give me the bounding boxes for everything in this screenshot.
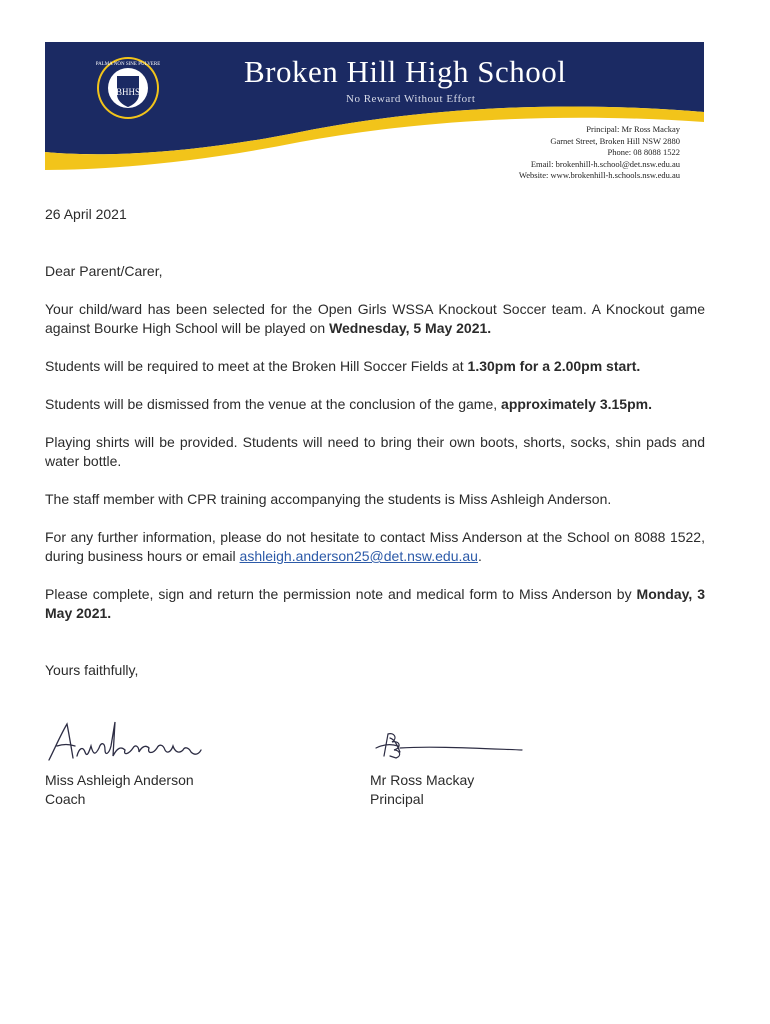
contact-block <box>519 124 680 182</box>
paragraph-contact <box>45 528 705 566</box>
signature-block-principal <box>370 726 530 809</box>
school-name: Broken Hill High School <box>244 54 567 89</box>
paragraph-return-text: Please complete, sign and return the permission note and medical form to Miss Anderson by <box>45 586 637 602</box>
paragraph-selection-text: Your child/ward has been selected for the Open Girls WSSA Knockout Soccer team. A Knockout game against Bourke High School will be played on <box>45 301 705 336</box>
salutation: Dear Parent/Carer, <box>45 263 163 279</box>
contact-website: Website: www.brokenhill-h.schools.nsw.edu.au <box>518 170 680 180</box>
paragraph-equipment: Playing shirts will be provided. Students will need to bring their own boots, shorts, socks, shin pads and water bottle. <box>45 434 705 469</box>
letter-date: 26 April 2021 <box>45 206 127 222</box>
letterhead <box>0 0 770 200</box>
match-date: Wednesday, 5 May 2021. <box>329 320 492 336</box>
paragraph-return <box>45 585 705 623</box>
paragraph-selection <box>45 300 705 338</box>
contact-address: Garnet Street, Broken Hill NSW 2880 <box>550 135 680 146</box>
return-date: Monday, 3 May 2021. <box>45 586 705 621</box>
paragraph-dismissal-text: Students will be dismissed from the venue at the conclusion of the game, <box>45 396 502 412</box>
paragraph-contact-text: For any further information, please do not hesitate to contact Miss Anderson at the School on 8088 1522, during business hours or email <box>45 529 705 564</box>
letter-body <box>45 205 705 680</box>
dismissal-time: approximately 3.15pm. <box>501 396 652 412</box>
paragraph-staff: The staff member with CPR training accompanying the students is Miss Ashleigh Anderson. <box>45 491 612 507</box>
contact-email: Email: brokenhill-h.school@det.nsw.edu.au <box>530 158 680 169</box>
closing: Yours faithfully, <box>45 662 139 678</box>
paragraph-meeting-text: Students will be required to meet at the Broken Hill Soccer Fields at <box>45 358 468 374</box>
svg-text:BHHS: BHHS <box>115 87 141 97</box>
email-link[interactable]: ashleigh.anderson25@det.nsw.edu.au <box>239 548 478 564</box>
coach-name: Miss Ashleigh Anderson <box>45 772 194 788</box>
signature-mackay <box>370 726 530 766</box>
coach-role: Coach <box>45 791 86 807</box>
paragraph-dismissal <box>45 395 705 414</box>
principal-role: Principal <box>370 791 424 807</box>
signature-anderson <box>45 718 215 766</box>
paragraph-meeting <box>45 357 705 376</box>
meeting-time: 1.30pm for a 2.00pm start. <box>467 358 641 374</box>
signature-block-coach <box>45 718 215 809</box>
contact-phone: Phone: 08 8088 1522 <box>607 147 680 157</box>
paragraph-contact-end: . <box>477 548 482 564</box>
contact-principal: Principal: Mr Ross Mackay <box>586 124 680 134</box>
school-crest-logo <box>96 56 160 120</box>
svg-text:PALMA NON SINE PULVERE: PALMA NON SINE PULVERE <box>96 62 160 67</box>
principal-name: Mr Ross Mackay <box>370 772 475 788</box>
school-motto: No Reward Without Effort <box>346 93 476 105</box>
